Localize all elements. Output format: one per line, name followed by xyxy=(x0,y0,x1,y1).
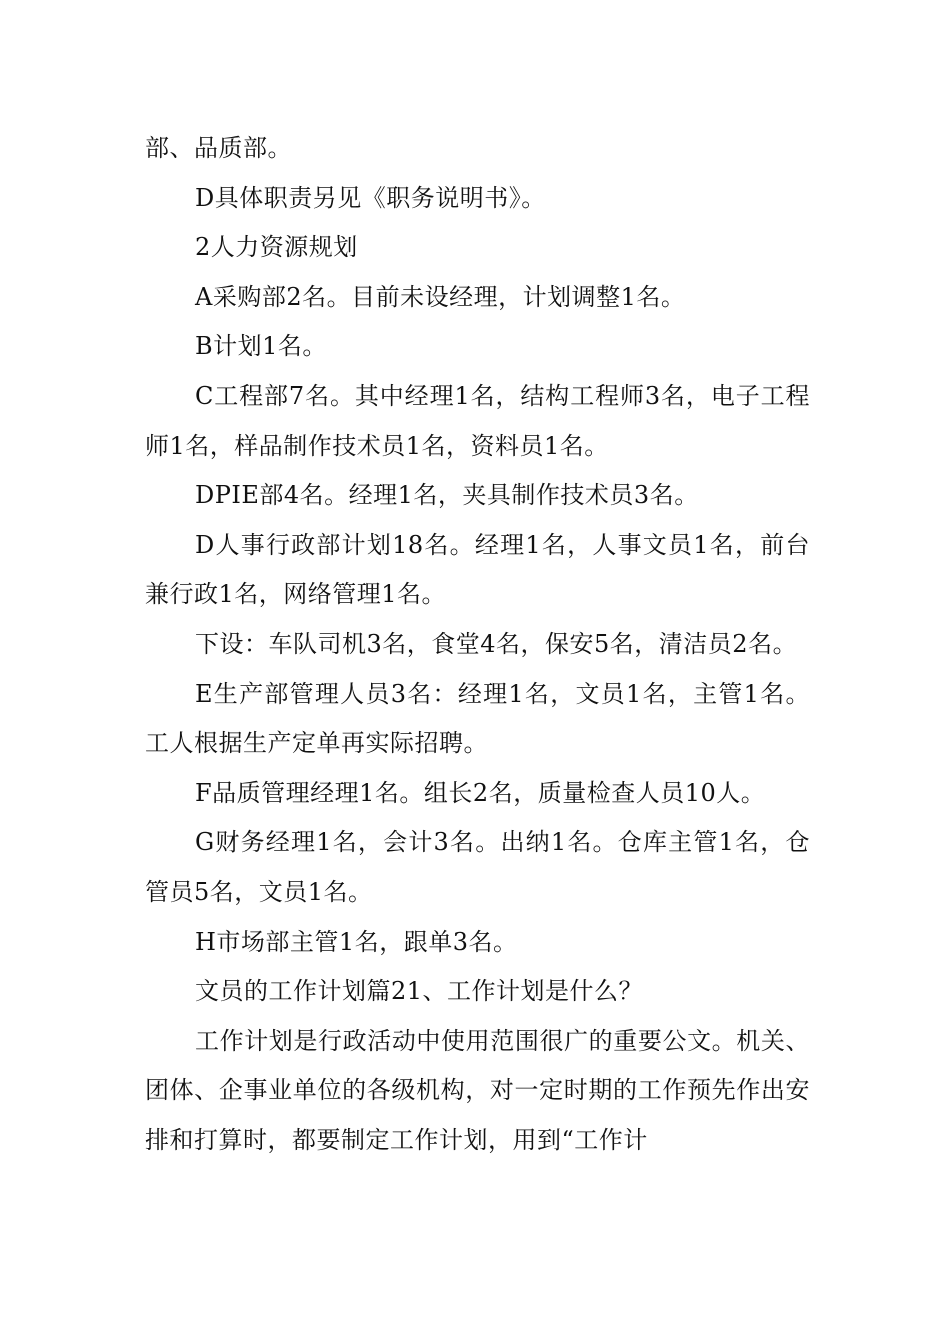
paragraph-purchasing: A采购部2名。目前未设经理，计划调整1名。 xyxy=(195,282,686,311)
paragraph-planning: B计划1名。 xyxy=(195,332,327,361)
section-heading-work-plan: 文员的工作计划篇21、工作计划是什么？ xyxy=(195,977,644,1006)
paragraph-engineering: C工程部7名。其中经理1名，结构工程师3名，电子工程师1名，样品制作技术员1名，资料员1名。 xyxy=(145,381,810,460)
paragraph-hr-admin: D人事行政部计划18名。经理1名，人事文员1名，前台兼行政1名，网络管理1名。 xyxy=(145,530,810,609)
paragraph-work-plan-definition: 工作计划是行政活动中使用范围很广的重要公文。机关、团体、企事业单位的各级机构，对一定时期的工作预先作出安排和打算时，都要制定工作计划，用到“工作计 xyxy=(145,1026,810,1154)
paragraph-duties: D具体职责另见《职务说明书》。 xyxy=(195,183,546,212)
paragraph-finance: G财务经理1名，会计3名。出纳1名。仓库主管1名，仓管员5名，文员1名。 xyxy=(145,828,810,906)
document-body xyxy=(145,124,810,1165)
paragraph-marketing: H市场部主管1名，跟单3名。 xyxy=(195,927,518,956)
paragraph-production: E生产部管理人员3名：经理1名，文员1名，主管1名。工人根据生产定单再实际招聘。 xyxy=(145,679,810,758)
paragraph-quality: F品质管理经理1名。组长2名，质量检查人员10人。 xyxy=(195,778,766,807)
paragraph-continuation: 部、品质部。 xyxy=(145,134,292,162)
section-heading-hr-planning: 2人力资源规划 xyxy=(195,233,358,262)
paragraph-subordinate: 下设：车队司机3名，食堂4名，保安5名，清洁员2名。 xyxy=(195,629,798,658)
paragraph-pie: DPIE部4名。经理1名，夹具制作技术员3名。 xyxy=(195,481,699,510)
